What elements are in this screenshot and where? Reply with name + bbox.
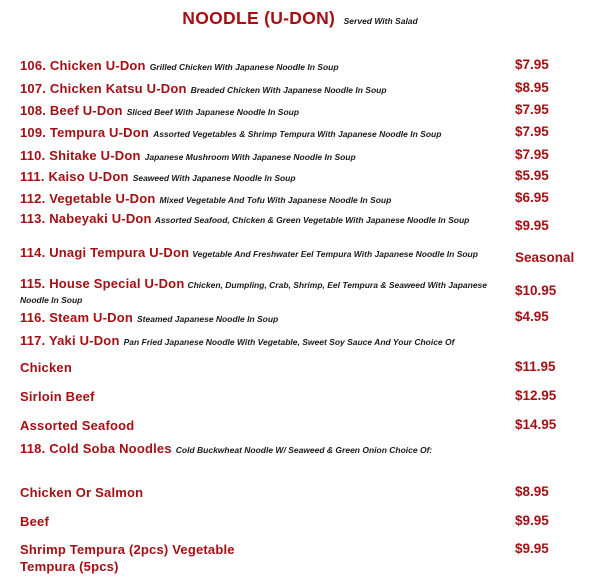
item-price: $9.95 <box>515 513 549 528</box>
section-title: NOODLE (U-DON) <box>182 8 336 28</box>
item-name: 115. House Special U-Don <box>20 276 185 291</box>
item-price: $14.95 <box>515 417 557 432</box>
item-price: $7.95 <box>515 102 549 117</box>
item-description: Steamed Japanese Noodle In Soup <box>137 314 279 324</box>
item-name: 107. Chicken Katsu U-Don <box>20 81 187 96</box>
item-name: 118. Cold Soba Noodles <box>20 441 172 456</box>
item-price: $5.95 <box>515 168 549 183</box>
item-name: 116. Steam U-Don <box>20 310 134 325</box>
item-description: Assorted Seafood, Chicken & Green Vegetable With Japanese Noodle In Soup <box>154 215 470 225</box>
item-price: $4.95 <box>515 309 549 324</box>
item-description: Sliced Beef With Japanese Noodle In Soup <box>126 107 300 117</box>
item-description: Pan Fried Japanese Noodle With Vegetable, Sweet Soy Sauce And Your Choice Of <box>123 337 455 347</box>
item-price: $9.95 <box>515 541 549 556</box>
item-description: Mixed Vegetable And Tofu With Japanese Noodle In Soup <box>159 195 392 205</box>
section-subtitle: Served With Salad <box>343 16 418 26</box>
item-name: 106. Chicken U-Don <box>20 58 146 73</box>
item-description: Chicken, Dumpling, Crab, Shrimp, Eel Tempura & Seaweed With Japanese Noodle In Soup <box>20 280 488 305</box>
item-name: 114. Unagi Tempura U-Don <box>20 245 190 260</box>
item-name: 110. Shitake U-Don <box>20 148 141 163</box>
item-price: $6.95 <box>515 190 549 205</box>
item-name: Assorted Seafood <box>20 418 135 433</box>
item-price: $12.95 <box>515 388 557 403</box>
item-description: Vegetable And Freshwater Eel Tempura With Japanese Noodle In Soup <box>192 249 478 259</box>
item-description: Grilled Chicken With Japanese Noodle In Soup <box>149 62 339 72</box>
item-price: $11.95 <box>515 359 556 374</box>
item-description: Seaweed With Japanese Noodle In Soup <box>132 173 296 183</box>
item-price: $7.95 <box>515 147 549 162</box>
item-description: Assorted Vegetables & Shrimp Tempura With Japanese Noodle In Soup <box>153 129 442 139</box>
item-name: Shrimp Tempura (2pcs) Vegetable Tempura (5pcs) <box>20 542 235 574</box>
item-name: Sirloin Beef <box>20 389 95 404</box>
item-price: $8.95 <box>515 80 549 95</box>
item-description: Breaded Chicken With Japanese Noodle In Soup <box>190 85 387 95</box>
item-name: Beef <box>20 514 49 529</box>
item-name: Chicken <box>20 360 72 375</box>
item-name: 113. Nabeyaki U-Don <box>20 211 152 226</box>
item-price: $10.95 <box>515 283 557 298</box>
item-description: Cold Buckwheat Noodle W/ Seaweed & Green Onion Choice Of: <box>175 445 433 455</box>
item-name: 112. Vegetable U-Don <box>20 191 156 206</box>
menu-header <box>0 8 600 29</box>
item-name: 111. Kaiso U-Don <box>20 169 129 184</box>
item-price: Seasonal <box>515 250 575 265</box>
item-name: Chicken Or Salmon <box>20 485 144 500</box>
item-price: $7.95 <box>515 124 549 139</box>
item-name: 109. Tempura U-Don <box>20 125 150 140</box>
item-price: $8.95 <box>515 484 549 499</box>
item-price: $9.95 <box>515 218 549 233</box>
item-description: Japanese Mushroom With Japanese Noodle In Soup <box>144 152 356 162</box>
item-price: $7.95 <box>515 57 549 72</box>
item-name: 117. Yaki U-Don <box>20 333 120 348</box>
item-name: 108. Beef U-Don <box>20 103 123 118</box>
